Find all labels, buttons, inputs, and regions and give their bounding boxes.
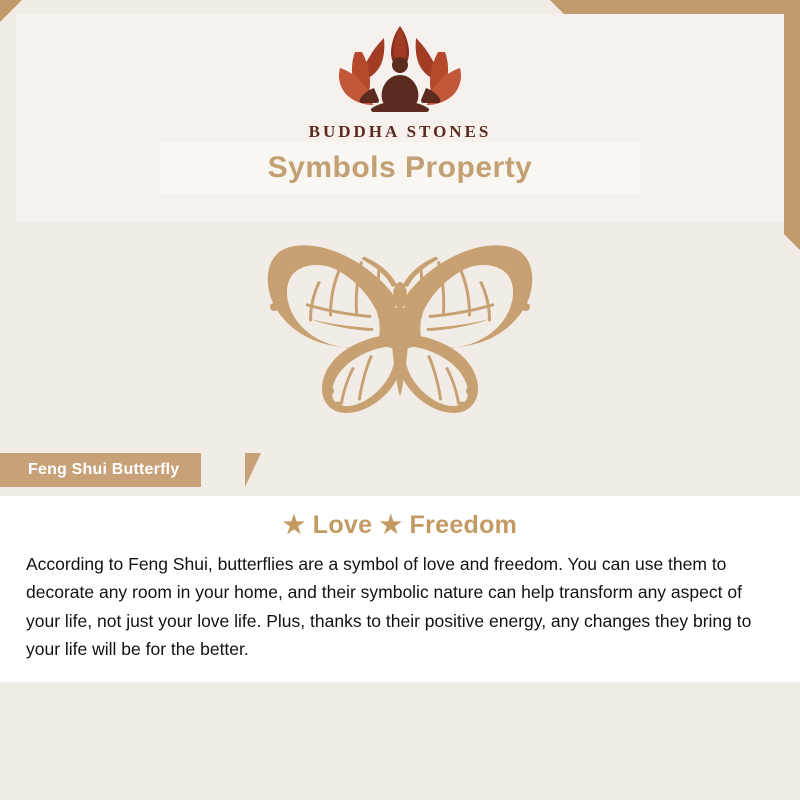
star-icon-left: ★ xyxy=(282,511,306,539)
ribbon-label xyxy=(0,453,201,487)
lotus-meditation-figure-icon xyxy=(300,22,500,118)
star-icon-middle: ★ xyxy=(379,511,403,539)
ribbon-label-text: Feng Shui Butterfly xyxy=(28,461,180,478)
brand-name: BUDDHA STONES xyxy=(308,122,492,141)
title-banner xyxy=(160,142,640,194)
content-subtitle xyxy=(26,510,774,540)
page-title: Symbols Property xyxy=(267,151,533,184)
butterfly-icon xyxy=(210,215,590,445)
description-block xyxy=(0,496,800,682)
brand-logo xyxy=(0,22,800,142)
subtitle-word-freedom: Freedom xyxy=(409,511,518,539)
ribbon-tail-decoration xyxy=(245,453,261,487)
illustration-area xyxy=(0,210,800,450)
subtitle-word-love: Love xyxy=(312,511,373,539)
footer-background xyxy=(0,682,800,800)
description-paragraph: According to Feng Shui, butterflies are a symbol of love and freedom. You can use them to decorate any room in your home, and their symbolic nature can help transform any aspect of your life, not just your love life. Plus, thanks to their positive energy, any changes they bring to your life will be for the better. xyxy=(26,554,752,660)
